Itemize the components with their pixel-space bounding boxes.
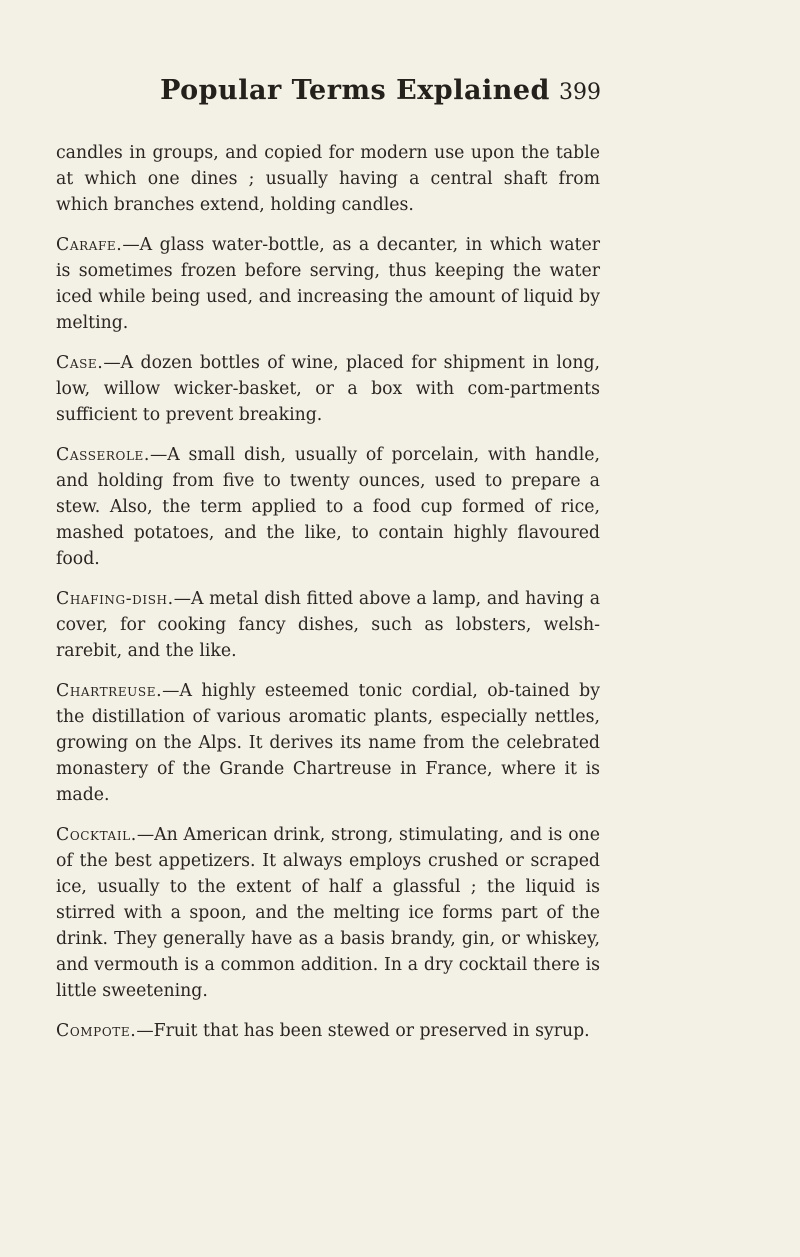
entry-definition: —Fruit that has been stewed or preserved in syrup. (136, 1021, 590, 1041)
entry-term: Chafing-dish. (56, 589, 174, 609)
running-header (0, 75, 800, 115)
glossary-entry-compote (56, 1018, 600, 1044)
entry-definition: —A glass water-bottle, as a decanter, in which water is sometimes frozen before serving, thus keeping the water iced while being used, and increasing the amount of liquid by melting. (56, 235, 600, 333)
entry-term: Chartreuse. (56, 681, 163, 701)
page-body (56, 140, 600, 1058)
continued-paragraph: candles in groups, and copied for modern use upon the table at which one dines ; usually having a central shaft from which branches extend, holding candles. (56, 143, 600, 215)
entry-definition: —A metal dish fitted above a lamp, and having a cover, for cooking fancy dishes, such as lobsters, welsh-rarebit, and the like. (56, 589, 600, 661)
entry-term: Cocktail. (56, 825, 137, 845)
entry-definition: —A small dish, usually of porcelain, with handle, and holding from five to twenty ounces, used to prepare a stew. Also, the term applied to a food cup formed of rice, mashed potatoes, and the like, to contain highly flavoured food. (56, 445, 600, 569)
entry-term: Case. (56, 353, 104, 373)
glossary-entry-cocktail (56, 822, 600, 1004)
entry-term: Carafe. (56, 235, 123, 255)
entry-term: Casserole. (56, 445, 150, 465)
glossary-entry-chartreuse (56, 678, 600, 808)
entry-definition: —An American drink, strong, stimulating, and is one of the best appetizers. It always employs crushed or scraped ice, usually to the extent of half a glassful ; the liquid is stirred with a spoon, and the melting ice forms part of the drink. They generally have as a basis brandy, gin, or whiskey, and vermouth is a common addition. In a dry cocktail there is little sweetening. (56, 825, 600, 1001)
page-number: 399 (559, 80, 601, 105)
glossary-entry-chafing-dish (56, 586, 600, 664)
glossary-entry-casserole (56, 442, 600, 572)
glossary-entry-carafe (56, 232, 600, 336)
entry-definition: —A highly esteemed tonic cordial, ob-tained by the distillation of various aromatic plants, especially nettles, growing on the Alps. It derives its name from the celebrated monastery of the Grande Chartreuse in France, where it is made. (56, 681, 600, 805)
entry-term: Compote. (56, 1021, 137, 1041)
entry-definition: —A dozen bottles of wine, placed for shipment in long, low, willow wicker-basket, or a box with com-partments sufficient to prevent breaking. (56, 353, 600, 425)
running-title: Popular Terms Explained (160, 75, 550, 106)
glossary-entry-case (56, 350, 600, 428)
